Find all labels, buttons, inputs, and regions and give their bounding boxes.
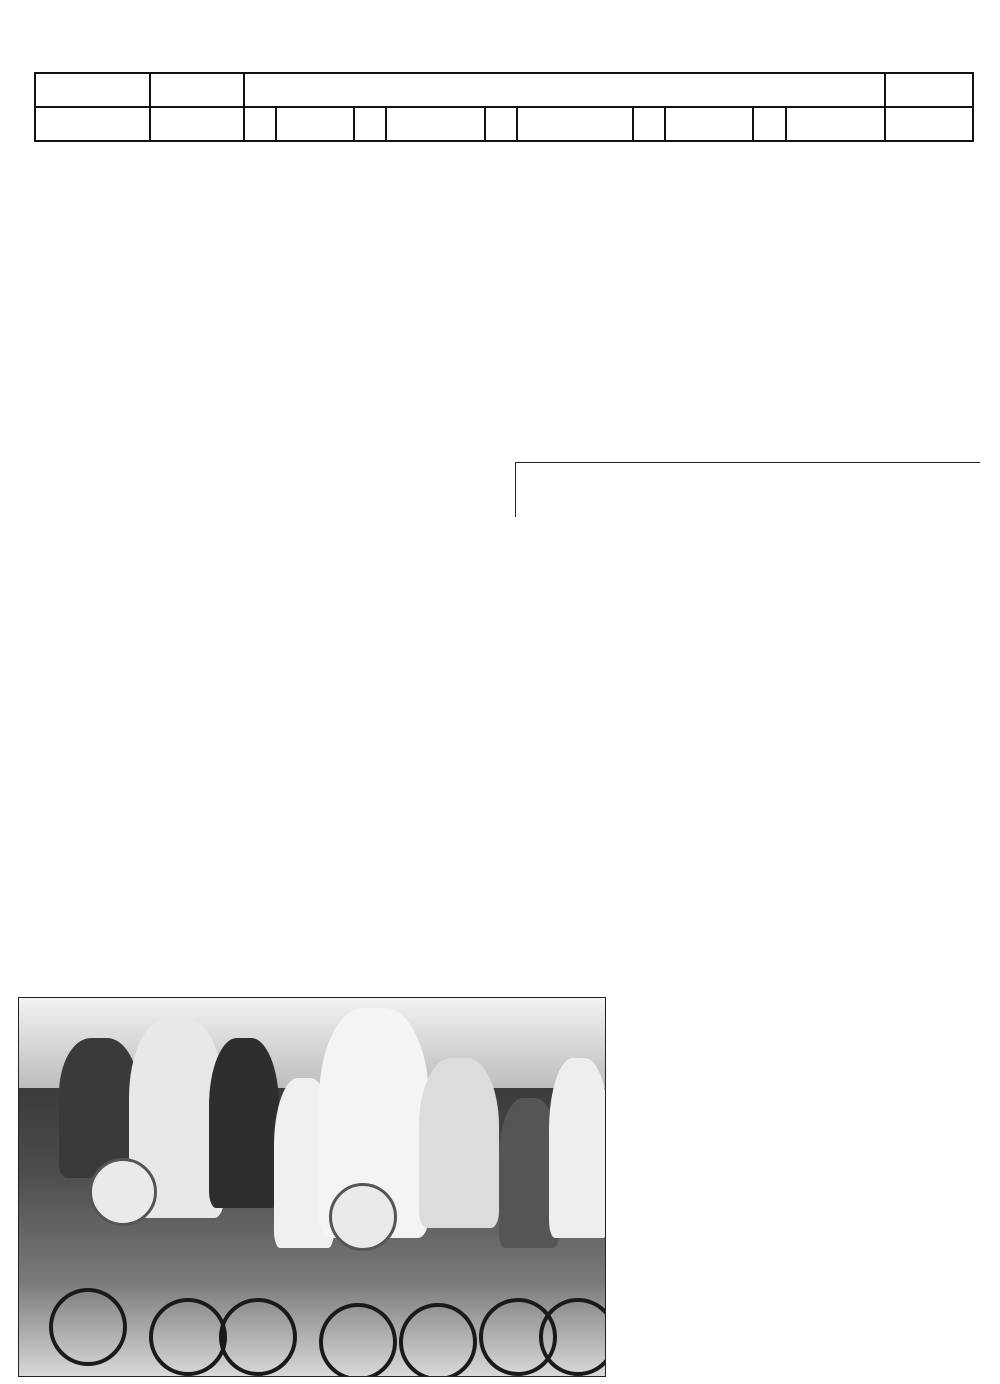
paper-ltn xyxy=(665,107,753,141)
paper-chinatimes xyxy=(386,107,485,141)
weekday-header xyxy=(885,73,973,107)
paper-udn xyxy=(276,107,354,141)
subhead-rule-vertical xyxy=(515,462,516,517)
paper-udn-check xyxy=(354,107,386,141)
paper-spacer xyxy=(244,107,276,141)
paper-ltn-check-mark xyxy=(753,107,785,141)
paper-shengbao-check xyxy=(633,107,665,141)
paper-header xyxy=(244,73,885,107)
date-value xyxy=(35,107,150,141)
edition-header xyxy=(150,73,244,107)
news-photo xyxy=(18,997,606,1377)
date-header xyxy=(35,73,150,107)
clipping-meta-table xyxy=(34,72,974,142)
paper-chinatimes-check xyxy=(485,107,517,141)
article-body xyxy=(407,524,982,994)
subhead-rule-horizontal xyxy=(515,462,980,463)
paper-zhenchen xyxy=(786,107,885,141)
paper-shengbao xyxy=(517,107,632,141)
weekday-value xyxy=(885,107,973,141)
edition-value xyxy=(150,107,244,141)
